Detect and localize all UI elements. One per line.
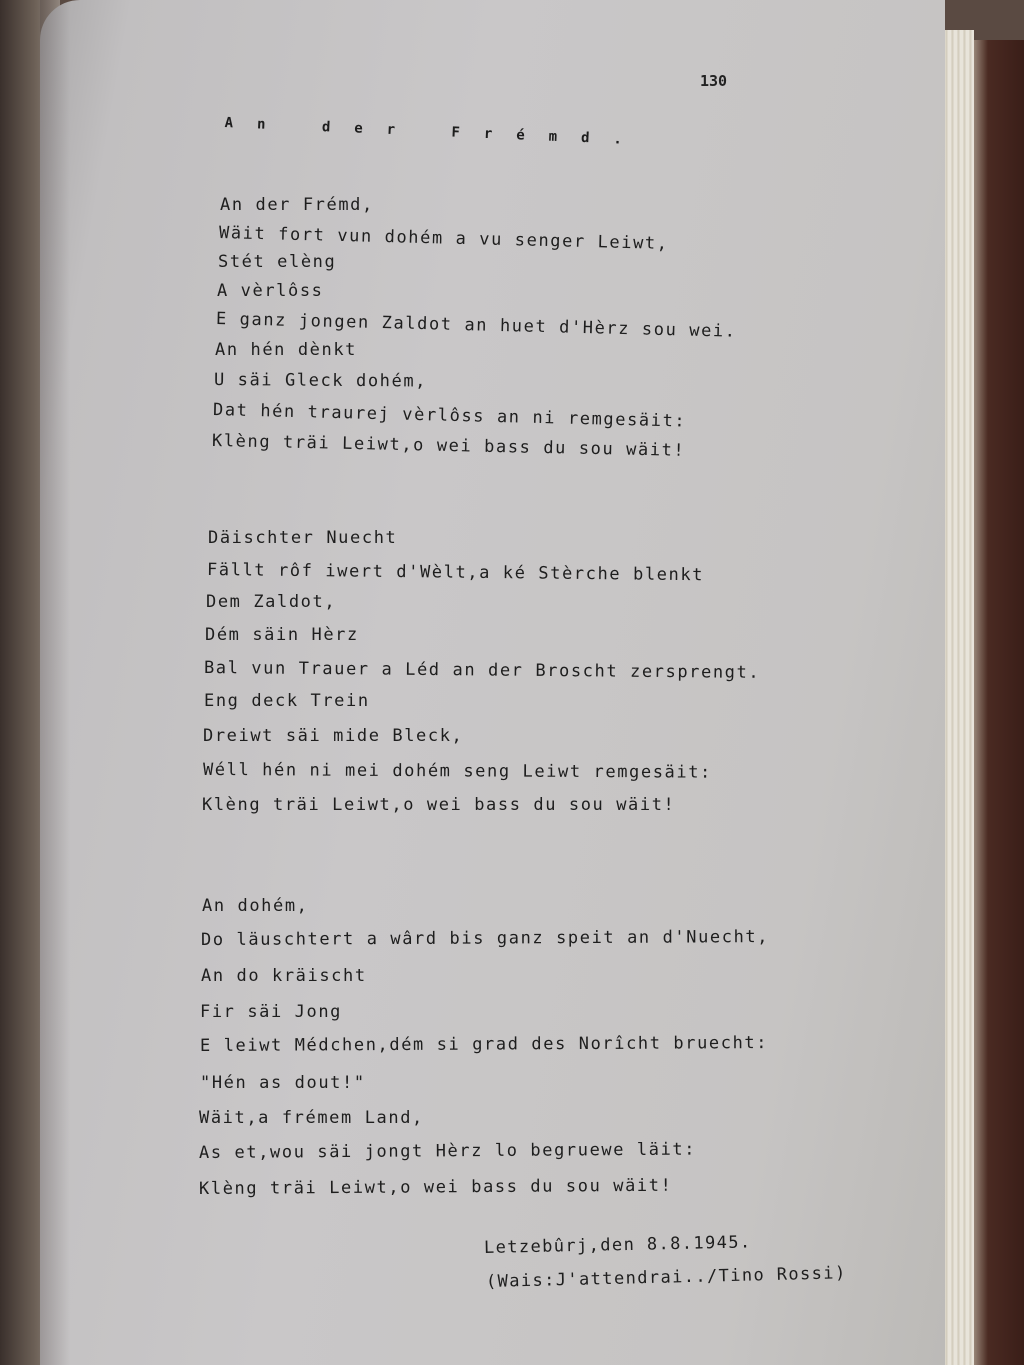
poem-line: Dém säin Hèrz (205, 625, 359, 645)
poem-line: As et,wou säi jongt Hèrz lo begruewe läit: (198, 1139, 697, 1163)
poem-line: "Hén as dout!" (200, 1073, 366, 1093)
poem-line: Wéll hén ni mei dohém seng Leiwt remgesäit: (202, 760, 712, 783)
poem-line: Do läuschtert a wârd bis ganz speit an d'Nuecht, (200, 927, 770, 950)
poem-line: E ganz jongen Zaldot an huet d'Hèrz sou wei. (215, 309, 737, 342)
poem-line: Bal vun Trauer a Léd an der Broscht zersprengt. (203, 658, 761, 683)
poem-line: Dat hén traurej vèrlôss an ni remgesäit: (212, 400, 687, 432)
poem-line: Däischter Nuecht (208, 528, 398, 548)
poem-line: Dem Zaldot, (206, 592, 337, 612)
poem-line: Wäit,a frémem Land, (199, 1108, 424, 1128)
poem-line: Eng deck Trein (204, 691, 370, 711)
date-line: Letzebûrj,den 8.8.1945. (483, 1232, 752, 1258)
poem-line: An der Frémd, (220, 195, 374, 215)
melody-note: (Wais:J'attendrai../Tino Rossi) (485, 1263, 847, 1292)
poem-line: Fir säi Jong (200, 1002, 343, 1022)
poem-title: An der Frémd. (224, 115, 647, 149)
poem-line: Dreiwt säi mide Bleck, (203, 726, 464, 746)
poem-line: Klèng träi Leiwt,o wei bass du sou wäit! (202, 795, 676, 815)
poem-line: E leiwt Médchen,dém si grad des Norîcht bruecht: (199, 1033, 769, 1056)
poem-line: Fällt rôf iwert d'Wèlt,a ké Stèrche blenkt (206, 560, 705, 586)
poem-line: A vèrlôss (217, 281, 324, 301)
page-gutter-shadow (40, 0, 70, 1365)
poem-line: U säi Gleck dohém, (213, 370, 428, 392)
poem-line: Wäit fort vun dohém a vu senger Leiwt, (218, 223, 669, 254)
poem-line: An hén dènkt (215, 340, 358, 360)
poem-line: An do kräischt (201, 966, 367, 986)
poem-line: Stét elèng (218, 252, 337, 272)
poem-line: Klèng träi Leiwt,o wei bass du sou wäit! (198, 1175, 673, 1199)
poem-line: An dohém, (202, 896, 309, 916)
poem-line: Klèng träi Leiwt,o wei bass du sou wäit! (211, 431, 686, 461)
page-number: 130 (700, 72, 728, 90)
